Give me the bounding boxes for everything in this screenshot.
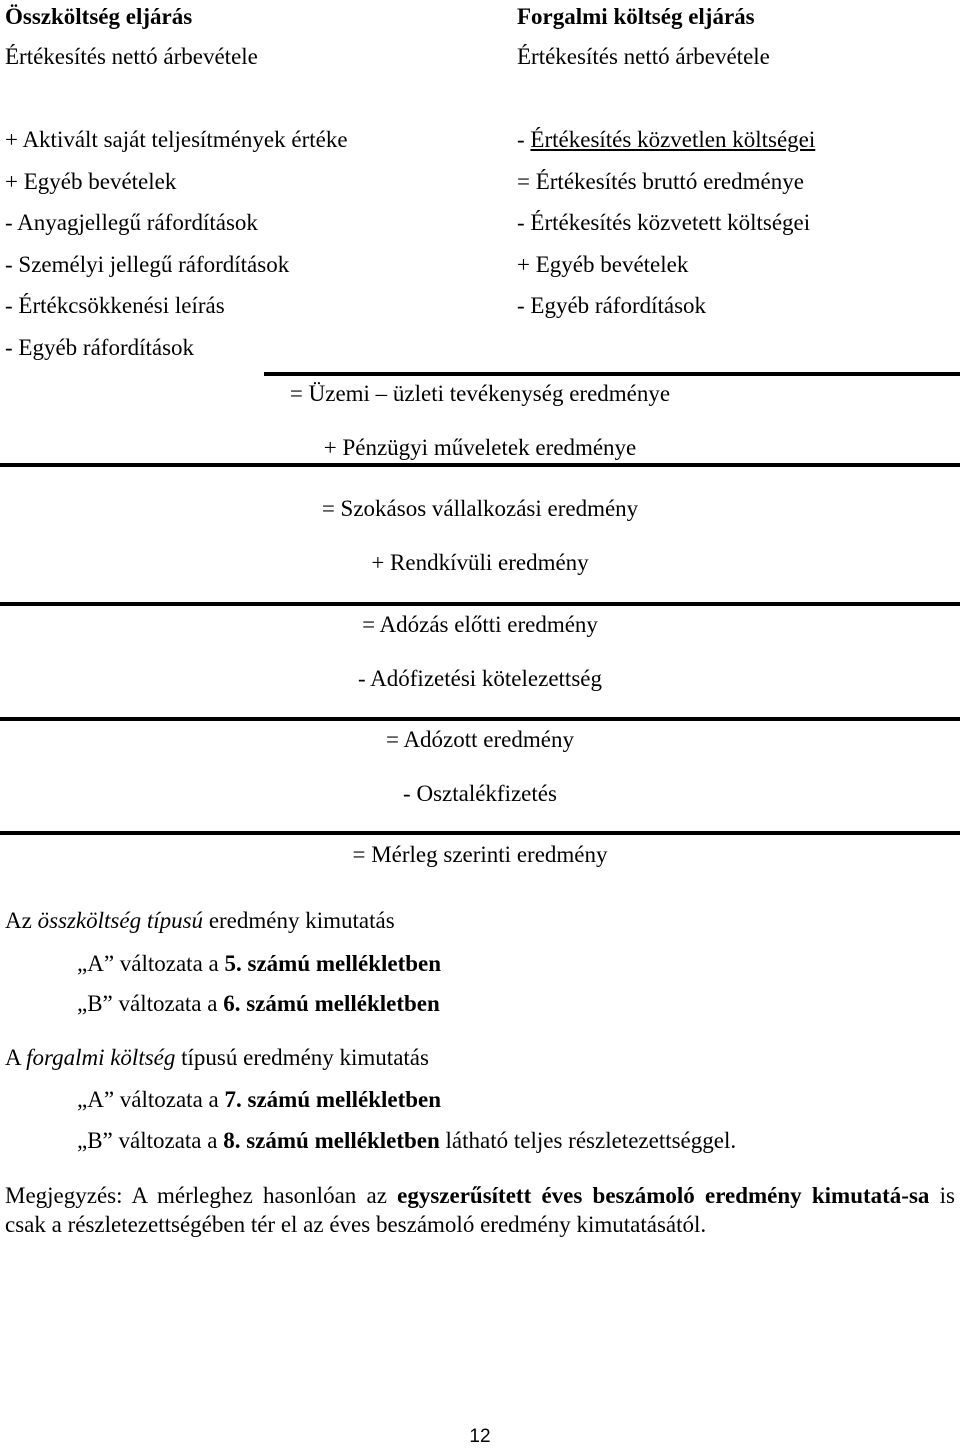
annex-intro-text: Az [5,908,38,933]
divider-rule [0,717,960,721]
right-item: - Értékesítés közvetett költségei [517,210,811,235]
annex-line-text: „B” változata a [77,991,224,1016]
annex-reference: 5. számú mellékletben [224,951,442,976]
annex-intro-italic: forgalmi költség [26,1045,176,1070]
left-item: + Aktivált saját teljesítmények értéke [5,127,348,152]
right-item-prefix: - [517,127,531,152]
annex-intro-text: eredmény kimutatás [203,908,395,933]
result-line: = Mérleg szerinti eredmény [352,842,608,867]
right-first-line: Értékesítés nettó árbevétele [517,44,770,69]
left-item: + Egyéb bevételek [5,169,177,194]
divider-rule [264,372,960,376]
right-item-underlined: Értékesítés közvetlen költségei [530,127,816,152]
result-line: = Üzemi – üzleti tevékenység eredménye [289,381,671,406]
result-line: = Adózott eredmény [386,727,574,752]
note-emphasis: egyszerűsített éves beszámoló eredmény kimutatá-sa [397,1183,930,1208]
annex-intro-italic: összköltség típusú [37,908,204,933]
annex-line [77,1129,736,1152]
result-line: - Osztalékfizetés [403,781,557,806]
divider-rule [0,463,960,467]
annex-reference: 6. számú mellékletben [223,991,440,1016]
right-heading: Forgalmi költség eljárás [517,4,755,29]
annex-line [77,992,440,1015]
result-line: + Pénzügyi műveletek eredménye [323,435,637,460]
divider-rule [0,831,960,835]
note-text: is csak a részletezettségében tér el az éves beszámoló eredmény kimutatásától. [5,1183,955,1237]
left-item: - Személyi jellegű ráfordítások [5,252,290,277]
left-item: - Értékcsökkenési leírás [5,293,225,318]
annex-reference: 8. számú mellékletben [223,1128,440,1153]
annex-intro-text: típusú eredmény kimutatás [175,1045,429,1070]
left-heading: Összköltség eljárás [5,4,193,29]
annex-line [77,1088,441,1111]
annex-line-text: „B” változata a [77,1128,224,1153]
result-line: = Adózás előtti eredmény [362,612,598,637]
page-number: 12 [469,1426,491,1447]
note-text: Megjegyzés: A mérleghez hasonlóan az [5,1183,398,1208]
left-item: - Egyéb ráfordítások [5,335,195,360]
left-item: - Anyagjellegű ráfordítások [5,210,258,235]
result-line: = Szokásos vállalkozási eredmény [321,496,639,521]
right-item: = Értékesítés bruttó eredménye [517,169,804,194]
result-line: + Rendkívüli eredmény [371,550,589,575]
note-paragraph [5,1181,955,1239]
annex-intro [5,909,395,932]
right-item [517,128,815,151]
annex-intro-text: A [5,1045,27,1070]
right-item: + Egyéb bevételek [517,252,689,277]
annex-line [77,952,441,975]
result-line: - Adófizetési kötelezettség [358,666,602,691]
annex-line-text: „A” változata a [77,1087,225,1112]
annex-line-text: „A” változata a [77,951,225,976]
annex-line-text: látható teljes részletezettséggel. [439,1128,737,1153]
left-first-line: Értékesítés nettó árbevétele [5,44,258,69]
right-item: - Egyéb ráfordítások [517,293,707,318]
annex-intro [5,1046,429,1069]
divider-rule [0,602,960,606]
annex-reference: 7. számú mellékletben [224,1087,442,1112]
